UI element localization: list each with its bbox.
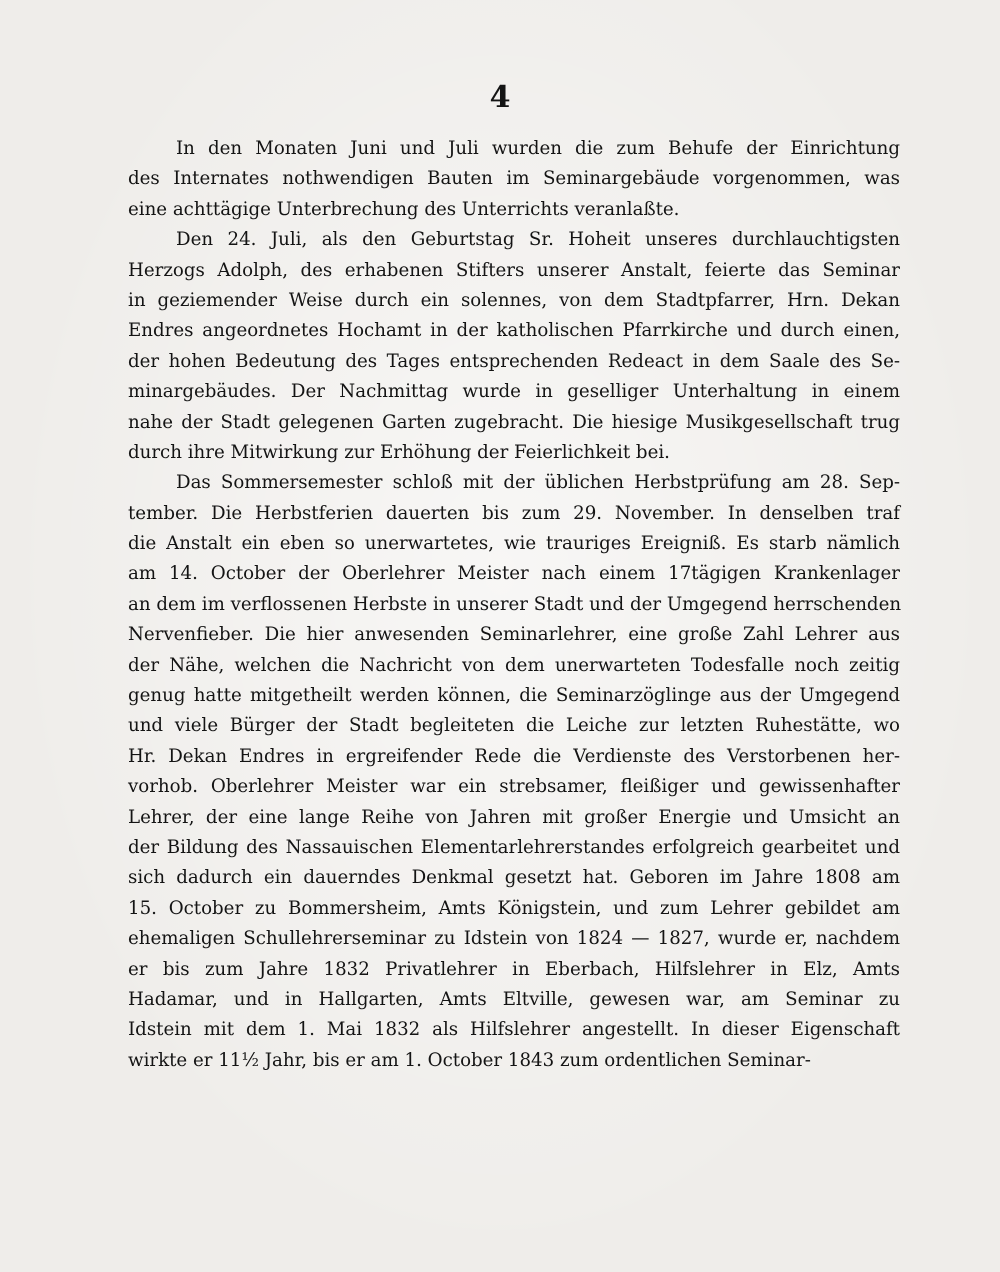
text-line: In den Monaten Juni und Juli wurden die zum Behufe der Einrichtung bbox=[176, 138, 900, 159]
text-line: Lehrer, der eine lange Reihe von Jahren mit großer Energie und Umsicht an bbox=[128, 806, 900, 828]
text-line: der Nähe, welchen die Nachricht von dem unerwarteten Todesfalle noch zeitig bbox=[128, 654, 900, 676]
page-number: 4 bbox=[489, 80, 511, 115]
text-line: der hohen Bedeutung des Tages entsprechenden Redeact in dem Saale des Se- bbox=[128, 350, 900, 372]
text-line: in geziemender Weise durch ein solennes, von dem Stadtpfarrer, Hrn. Dekan bbox=[128, 289, 900, 311]
text-line: 15. October zu Bommersheim, Amts Königstein, und zum Lehrer gebildet am bbox=[128, 897, 900, 919]
text-line: vorhob. Oberlehrer Meister war ein strebsamer, fleißiger und gewissenhafter bbox=[128, 776, 900, 798]
text-line: Hadamar, und in Hallgarten, Amts Eltville, gewesen war, am Seminar zu bbox=[128, 988, 900, 1010]
body-text bbox=[128, 134, 900, 1076]
text-line: und viele Bürger der Stadt begleiteten die Leiche zur letzten Ruhestätte, wo bbox=[128, 715, 900, 737]
text-line: am 14. October der Oberlehrer Meister nach einem 17tägigen Krankenlager bbox=[128, 563, 900, 585]
text-line: der Bildung des Nassauischen Elementarlehrerstandes erfolgreich gearbeitet und bbox=[128, 836, 900, 858]
text-line: genug hatte mitgetheilt werden können, die Seminarzöglinge aus der Umgegend bbox=[128, 685, 900, 707]
text-line: durch ihre Mitwirkung zur Erhöhung der Feierlichkeit bei. bbox=[128, 441, 670, 463]
text-line: er bis zum Jahre 1832 Privatlehrer in Eberbach, Hilfslehrer in Elz, Amts bbox=[128, 958, 900, 980]
text-line: minargebäudes. Der Nachmittag wurde in geselliger Unterhaltung in einem bbox=[128, 381, 900, 403]
text-line: Den 24. Juli, als den Geburtstag Sr. Hoheit unseres durchlauchtigsten bbox=[176, 229, 900, 251]
text-line: Herzogs Adolph, des erhabenen Stifters unserer Anstalt, feierte das Seminar bbox=[128, 259, 900, 281]
text-line: Endres angeordnetes Hochamt in der katholischen Pfarrkirche und durch einen, bbox=[128, 320, 900, 342]
text-line: eine achttägige Unterbrechung des Unterrichts veranlaßte. bbox=[128, 198, 680, 220]
text-line: des Internates nothwendigen Bauten im Seminargebäude vorgenommen, was bbox=[128, 168, 900, 190]
text-line: Idstein mit dem 1. Mai 1832 als Hilfslehrer angestellt. In dieser Eigenschaft bbox=[128, 1019, 900, 1041]
text-line: Hr. Dekan Endres in ergreifender Rede die Verdienste des Verstorbenen her- bbox=[128, 745, 900, 767]
text-line: Das Sommersemester schloß mit der üblichen Herbstprüfung am 28. Sep- bbox=[176, 472, 900, 494]
text-line: die Anstalt ein eben so unerwartetes, wie trauriges Ereigniß. Es starb nämlich bbox=[128, 533, 900, 555]
text-line: tember. Die Herbstferien dauerten bis zum 29. November. In denselben traf bbox=[128, 502, 900, 524]
text-line: nahe der Stadt gelegenen Garten zugebracht. Die hiesige Musikgesellschaft trug bbox=[128, 411, 900, 433]
text-line: ehemaligen Schullehrerseminar zu Idstein von 1824 — 1827, wurde er, nachdem bbox=[128, 928, 900, 950]
paragraph bbox=[128, 134, 900, 225]
text-line: wirkte er 11½ Jahr, bis er am 1. October 1843 zum ordentlichen Seminar- bbox=[128, 1049, 811, 1071]
text-line: Nervenfieber. Die hier anwesenden Seminarlehrer, eine große Zahl Lehrer aus bbox=[128, 624, 900, 646]
text-line: an dem im verflossenen Herbste in unserer Stadt und der Umgegend herrschenden bbox=[128, 593, 902, 615]
paragraph bbox=[128, 225, 900, 468]
paragraph bbox=[128, 468, 900, 1076]
text-line: sich dadurch ein dauerndes Denkmal gesetzt hat. Geboren im Jahre 1808 am bbox=[128, 867, 900, 889]
